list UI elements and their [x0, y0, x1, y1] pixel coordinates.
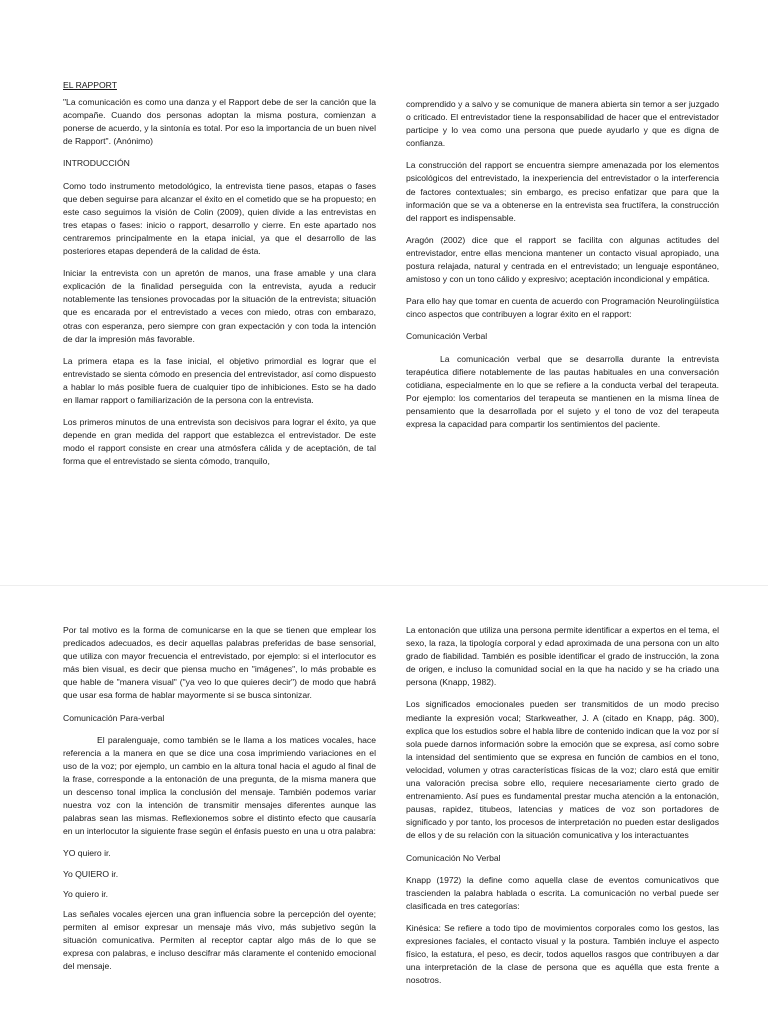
paragraph: Como todo instrumento metodológico, la entrevista tiene pasos, etapas o fases que deben seguirse para alcanzar el éxito en el cometido que se ha propuesto; en este caso seguimos la visión de Colin (2009), quien divide a las entrevistas en tres etapas o fases: inicio o rapport, desarrollo y cierre. En este apartado nos centraremos principalmente en la etapa inicial, ya que el desarrollo de las posteriores etapas dependerá de la calidad de ésta.: [63, 180, 376, 257]
page-2: [0, 585, 768, 1025]
paragraph: La construcción del rapport se encuentra siempre amenazada por los elementos psicológicos del entrevistado, la inexperiencia del entrevistador o la interferencia de factores contextuales; sin embargo, es preciso enfatizar que para que la información que se va a obtenerse en la entrevista sea fructífera, la construcción del rapport es indispensable.: [406, 160, 719, 223]
example-line: YO quiero ir.: [63, 848, 111, 859]
page2-left-column: [63, 624, 376, 982]
section-heading-no-verbal: Comunicación No Verbal: [406, 852, 501, 863]
example-line: Yo quiero ir.: [63, 888, 109, 899]
paragraph: Por tal motivo es la forma de comunicarse en la que se tienen que emplear los predicados adecuados, es decir aquellas palabras preferidas de base sensorial, que utiliza con mayor frecuencia el entrevistado, por ejemplo: si el interlocutor es más bien visual, es decir que piensa mucho en "imágenes", lo más probable es que hable de "manera visual" ("ya veo lo que quieres decir") de modo que habrá que usar esa forma de hablar mayormente si se busca sintonizar.: [63, 625, 376, 701]
page1-left-column: [63, 79, 376, 477]
paragraph: Los significados emocionales pueden ser transmitidos de un modo preciso mediante la expresión vocal; Starkweather, J. A (citado en Knapp, pág. 300), explica que los estudios sobre el habla libre de contenido indican que la voz por sí sola puede darnos información sobre la emoción que se expresa, así como sobre la intensidad del sentimiento que se expresa en función de cambios en el tono, velocidad, volumen y otras características físicas de la voz; claro está que emitir una valoración precisa sobre ello, requiere necesariamente cierto grado de entrenamiento. Así pues es fundamental prestar mucha atención a la entonación, pausas, rapidez, titubeos, latencias y matices de voz son portadores de significado y por tanto, los procesos de interpretación no pueden estar desligados de ellos y de su relación con la situación comunicativa y los interactuantes: [406, 699, 719, 841]
example-line: Yo QUIERO ir.: [63, 868, 119, 879]
section-heading-para-verbal: Comunicación Para-verbal: [63, 712, 165, 723]
paragraph: Para ello hay que tomar en cuenta de acuerdo con Programación Neurolingüística cinco aspectos que contribuyen a lograr éxito en el rapport:: [406, 296, 719, 320]
paragraph: Los primeros minutos de una entrevista son decisivos para lograr el éxito, ya que depende en gran medida del rapport que establezca el entrevistador. De este modo el rapport consiste en crear una atmósfera cálida y de aceptación, de tal forma que el entrevistado se sienta cómodo, tranquilo,: [63, 417, 376, 467]
paragraph: La entonación que utiliza una persona permite identificar a expertos en el tema, el sexo, la raza, la tipología corporal y edad aproximada de una persona con un alto grado de fiabilidad. También es posible identificar el grado de instrucción, la zona de origen, e incluso la comunidad social en la que ha nacido y se ha criado una persona (Knapp, 1982).: [406, 625, 719, 688]
section-heading-comunicacion-verbal: Comunicación Verbal: [406, 331, 488, 342]
page1-right-column: [406, 98, 719, 440]
paragraph: Las señales vocales ejercen una gran influencia sobre la percepción del oyente; permiten al emisor expresar un mensaje más vivo, más subjetivo según la situación comunicativa. Permiten al receptor captar algo más de lo que se expresa con palabras, e incluso descifrar más claramente el contenido emocional del mensaje.: [63, 908, 376, 972]
paragraph: comprendido y a salvo y se comunique de manera abierta sin temor a ser juzgado o criticado. El entrevistador tiene la responsabilidad de hacer que el entrevistador participe y lo vea como una persona que puede ayudarlo y que es digna de confianza.: [406, 99, 719, 149]
paragraph: Iniciar la entrevista con un apretón de manos, una frase amable y una clara explicación de la finalidad perseguida con la entrevista, ayuda a reducir notablemente las tensiones provocadas por la situación de la entrevista; situación que es encarada por el entrevistado a veces con miedo, otras con embarazo, otras con esperanza, pero siempre con gran expectación y con toda la intención de dar la impresión más favorable.: [63, 268, 376, 344]
page2-right-column: [406, 624, 719, 996]
document-title: EL RAPPORT: [63, 80, 117, 90]
paragraph: Knapp (1972) la define como aquella clase de eventos comunicativos que trascienden la palabra hablada o escrita. La comunicación no verbal puede ser clasificada en tres categorías:: [406, 874, 719, 911]
paragraph: La primera etapa es la fase inicial, el objetivo primordial es lograr que el entrevistado se sienta cómodo en presencia del entrevistador, así como dispuesto a hablar lo más posible fuera de cualquier tipo de inhibiciones. Esto se ha dado en llamar rapport o familiarización de la persona con la entrevista.: [63, 355, 376, 405]
paragraph: Kinésica: Se refiere a todo tipo de movimientos corporales como los gestos, las expresiones faciales, el contacto visual y la postura. También incluye el aspecto físico, la estatura, el peso, es decir, todos aquellos rasgos que contribuyen a dar una interpretación de la clase de persona que es aquélla que esta frente a nosotros.: [406, 922, 719, 986]
paragraph: La comunicación verbal que se desarrolla durante la entrevista terapéutica difiere notablemente de las pautas habituales en una conversación cotidiana, especialmente en lo que se refiere a la conducta verbal del terapeuta. Por ejemplo: los comentarios del terapeuta se mantienen en la misma línea de pensamiento que la desarrollada por el sujeto y el tono de voz del terapeuta expresa la capacidad para compartir los sentimientos del paciente.: [406, 353, 719, 429]
section-heading-introduccion: INTRODUCCIÓN: [63, 158, 130, 169]
paragraph: El paralenguaje, como también se le llama a los matices vocales, hace referencia a la manera en que se dice una cosa imprimiendo variaciones en el uso de la voz; por ejemplo, un cambio en la altura tonal hacia el agudo al final de la frase, corresponde a la entonación de una pregunta, de la misma manera que un descenso tonal implica la conclusión del mensaje. También podemos variar nuestra voz con la intención de transmitir mensajes diferentes aunque las palabras sean las mismas. Reflexionemos sobre el distinto efecto que causaría en un interlocutor la siguiente frase según el énfasis puesto en una u otra palabra:: [63, 734, 376, 837]
opening-quote: "La comunicación es como una danza y el Rapport debe de ser la canción que la acompañe. Cuando dos personas adoptan la misma postura, comienzan a ponerse de acuerdo, y la sintonía es total. Por eso la importancia de un buen nivel de Rapport". (Anónimo): [63, 97, 376, 147]
paragraph: Aragón (2002) dice que el rapport se facilita con algunas actitudes del entrevistador, entre ellas menciona mantener un contacto visual apropiado, una postura relajada, natural y centrada en el entrevistado; un lenguaje espontáneo, amistoso y con un tono cálido y expresivo; aceptación incondicional y empática.: [406, 234, 719, 285]
